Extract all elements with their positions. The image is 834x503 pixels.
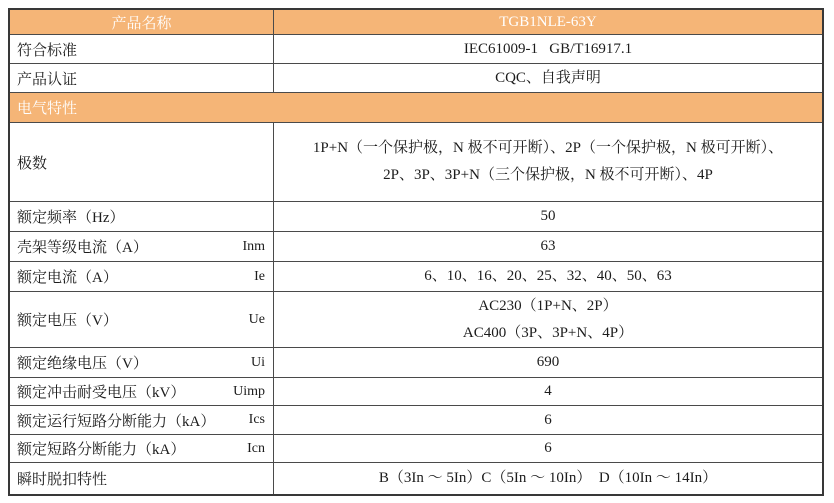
row-label: 额定电流（A） <box>17 270 118 286</box>
table-row-impulse-voltage <box>10 378 822 406</box>
row-label: 瞬时脱扣特性 <box>17 472 108 488</box>
insulation-voltage-value-cell <box>274 348 822 377</box>
row-label: 额定频率（Hz） <box>17 210 125 226</box>
row-label: 符合标准 <box>17 42 78 59</box>
frame-current-value-cell <box>274 232 822 261</box>
row-label: 额定运行短路分断能力（kA） <box>17 413 216 430</box>
tripping-label-cell <box>10 463 274 494</box>
table-row-insulation-voltage <box>10 348 822 378</box>
ultimate-breaking-value-cell <box>274 435 822 462</box>
row-value-line: AC230（1P+N、2P） <box>478 297 618 314</box>
row-symbol: Ui <box>251 354 265 370</box>
row-symbol: Ics <box>248 412 265 427</box>
row-symbol: Inm <box>242 238 265 254</box>
table-section-electrical <box>10 93 822 123</box>
section-header-cell <box>10 93 822 122</box>
ultimate-breaking-label-cell <box>10 435 274 462</box>
row-value-line: 1P+N（一个保护极，N 极不可开断）、2P（一个保护极，N 极可开断）、 <box>312 140 784 156</box>
service-breaking-label-cell <box>10 406 274 434</box>
row-value: 4 <box>544 383 552 399</box>
row-label: 额定绝缘电压（V） <box>17 356 148 372</box>
row-value-line: 2P、3P、3P+N（三个保护极，N 极不可开断）、4P <box>383 167 713 183</box>
row-symbol: Ue <box>248 311 265 327</box>
table-row-product-name <box>10 10 822 35</box>
standards-label-cell <box>10 35 274 63</box>
row-value: 6 <box>544 440 552 456</box>
row-symbol: Ie <box>254 268 265 284</box>
standards-value-cell <box>274 35 822 63</box>
table-row-ultimate-breaking-capacity <box>10 435 822 463</box>
row-symbol: Uimp <box>233 383 265 399</box>
impulse-voltage-value-cell <box>274 378 822 405</box>
table-row-service-breaking-capacity <box>10 406 822 435</box>
row-value: CQC、自我声明 <box>495 69 601 86</box>
frame-current-label-cell <box>10 232 274 261</box>
certification-value-cell <box>274 64 822 92</box>
table-row-frame-current <box>10 232 822 262</box>
row-value: 690 <box>536 354 560 370</box>
table-row-standards <box>10 35 822 64</box>
rated-current-value-cell <box>274 262 822 291</box>
certification-label-cell <box>10 64 274 92</box>
frequency-value-cell <box>274 202 822 231</box>
row-value: 50 <box>540 208 556 224</box>
rated-voltage-value-cell <box>274 292 822 347</box>
product-name-value-cell <box>274 10 822 34</box>
row-value: 6 <box>544 411 552 428</box>
row-value-line: AC400（3P、3P+N、4P） <box>462 324 634 341</box>
row-label: 额定冲击耐受电压（kV） <box>17 385 186 401</box>
table-row-rated-voltage <box>10 292 822 348</box>
row-label: 额定短路分断能力（kA） <box>17 442 186 458</box>
row-value: IEC61009-1 GB/T16917.1 <box>463 40 633 57</box>
row-label: 极数 <box>17 155 48 172</box>
table-row-certification <box>10 64 822 93</box>
row-value: B（3In ～ 5In）C（5In ～ 10In） D（10In ～ 14In） <box>378 470 718 486</box>
row-value: 63 <box>540 238 556 254</box>
rated-current-label-cell <box>10 262 274 291</box>
tripping-value-cell <box>274 463 822 494</box>
poles-value-cell <box>274 123 822 201</box>
product-name-value: TGB1NLE-63Y <box>499 13 597 30</box>
product-name-header-cell <box>10 10 274 34</box>
rated-voltage-label-cell <box>10 292 274 347</box>
row-label: 壳架等级电流（A） <box>17 240 148 256</box>
poles-label-cell <box>10 123 274 201</box>
frequency-label-cell <box>10 202 274 231</box>
section-header-label: 电气特性 <box>17 101 78 117</box>
service-breaking-value-cell <box>274 406 822 434</box>
row-label: 产品认证 <box>17 71 78 88</box>
product-name-label: 产品名称 <box>111 15 172 32</box>
table-row-rated-current <box>10 262 822 292</box>
table-row-poles <box>10 123 822 202</box>
table-row-rated-frequency <box>10 202 822 232</box>
row-symbol: Icn <box>247 440 265 456</box>
impulse-voltage-label-cell <box>10 378 274 405</box>
row-value: 6、10、16、20、25、32、40、50、63 <box>424 268 672 284</box>
row-label: 额定电压（V） <box>17 313 118 329</box>
table-row-instantaneous-tripping <box>10 463 822 494</box>
insulation-voltage-label-cell <box>10 348 274 377</box>
product-spec-table <box>8 8 824 496</box>
